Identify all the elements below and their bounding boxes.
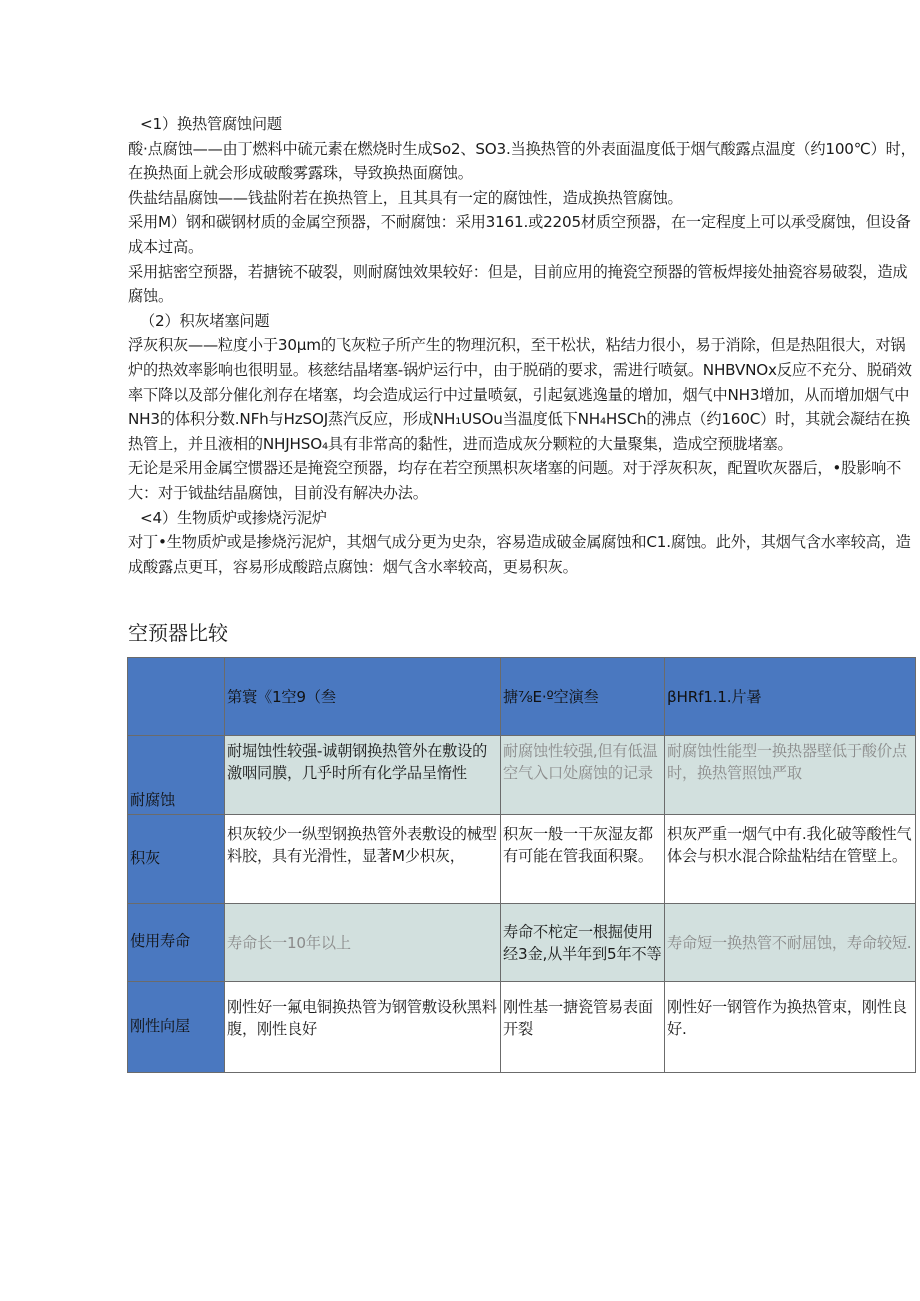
header-cell-type-3: βHRf1.1.片暑 [665,658,916,736]
cell-lifespan-3: 寿命短一换热管不耐屈蚀，寿命较短. [665,904,916,982]
cell-corrosion-1: 耐堀蚀性较强-诚朝钢换热管外在敷设的激咽同膜，几乎时所有化学品呈惰性 [225,736,501,815]
row-label-rigidity: 刚性向屋 [128,982,225,1073]
paragraph-biomass: 对丁•生物质炉或是掺烧污泥炉，其烟气成分更为史杂，容易造成破金属腐蚀和C1.腐蚀。此外，其烟气含水率较高，造成酸露点更耳，容易形成酸踣点腐蚀：烟气含水率较高，更易积灰。 [128,533,911,576]
header-cell-type-1: 第寰《1空9（叁 [225,658,501,736]
cell-ash-1: 枳灰较少一纵型钢换热管外表敷设的械型料胶，具有光滑性，显著M少枳灰， [225,815,501,904]
paragraph-salt-corrosion: 佚盐结晶腐蚀——钱盐附若在换热管上，且其具有一定的腐蚀性，造成换热管腐蚀。 [128,188,683,207]
cell-rigidity-3: 刚性好一钢管作为换热管束，刚性良好. [665,982,916,1073]
cell-lifespan-1: 寿命长一10年以上 [225,904,501,982]
row-label-corrosion: 耐腐蚀 [128,736,225,815]
row-label-ash: 积灰 [128,815,225,904]
header-cell-type-2: 搪⅞E·º空演叁 [501,658,665,736]
table-row-corrosion [128,736,916,815]
cell-ash-3: 枳灰严重一烟气中有.我化破等酸性气体会与枳水混合除盐粘结在管壁上。 [665,815,916,904]
paragraph-ash-summary: 无论是采用金属空惯器还是掩瓷空预器，均存在若空预黑枳灰堵塞的问题。对于浮灰积灰，配置吹灰器后，•股影响不大：对于钺盐结晶腐蚀，目前没有解决办法。 [128,459,902,502]
subheading-biomass: <4）生物质炉或掺烧污泥炉 [140,508,327,527]
header-cell-empty [128,658,225,736]
cell-rigidity-2: 刚性基一搪瓷管易表面开裂 [501,982,665,1073]
cell-corrosion-3: 耐腐蚀性能型一换热器壁低于酸价点时，换热管照蚀严取 [665,736,916,815]
comparison-table [127,657,916,1073]
cell-ash-2: 积灰一般一干灰湿友都有可能在管我面积聚。 [501,815,665,904]
subheading-ash-blockage: （2）积灰堵塞问题 [140,311,270,330]
subheading-corrosion: <1）换热管腐蚀问题 [140,115,282,133]
cell-corrosion-2: 耐腐蚀性较强,但有低温空气入口处腐蚀的记录 [501,736,665,815]
table-title: 空预器比较 [128,621,228,645]
paragraph-enamel-preheater: 采用掂密空预器，若搪铳不破裂，则耐腐蚀效果较好：但是，目前应用的掩瓷空预器的管板焊接处抽瓷容易破裂，造成腐蚀。 [128,262,908,306]
table-row-ash [128,815,916,904]
table-row-lifespan [128,904,916,982]
paragraph-metal-preheater: 采用M）钢和碳钢材质的金属空预器，不耐腐蚀：采用3161.或2205材质空预器，在一定程度上可以承受腐蚀，但设备成本过高。 [128,213,911,256]
paragraph-acid-dew-corrosion: 酸·点腐蚀——由丁燃料中硫元素在燃烧时生成So2、SO3.当换热管的外表面温度低于烟气酸露点温度（约100℃）时，在换热面上就会形成破酸雾露珠，导致换热面腐蚀。 [128,139,916,183]
body-text [128,112,918,579]
cell-lifespan-2: 寿命不柁定一根掘使用经3金,从半年到5年不等 [501,904,665,982]
table-header-row [128,658,916,736]
table-row-rigidity [128,982,916,1073]
cell-rigidity-1: 刚性好一氟电铜换热管为钢管敷设秋黑料腹，刚性良好 [225,982,501,1073]
row-label-lifespan: 使用寿命 [128,904,225,982]
paragraph-floating-ash: 浮灰积灰——粒度小于30μm的飞灰粒子所产生的物理沉积，至干松状，粘结力很小，易于消除，但是热阻很大，对锅炉的热效率影响也很明显。核慈结晶堵塞-锅炉运行中，由于脱硝的要求，需进行喷氨。NHBVNOx反应不充分、脱硝效率下降以及部分催化剂存在堵塞，均会造成运行中过量喷氨，引起氨逃逸量的增加，烟气中NH3增加，从而增加烟气中NH3的体积分数.NFh与HzSOJ蒸汽反应，形成NH₁USOu当温度低下NH₄HSCh的沸点（约160C）时，其就会凝结在换热管上，并且液相的NHJHSO₄具有非常高的黏性，进而造成灰分颗粒的大量聚集，造成空预胧堵塞。 [128,336,912,453]
